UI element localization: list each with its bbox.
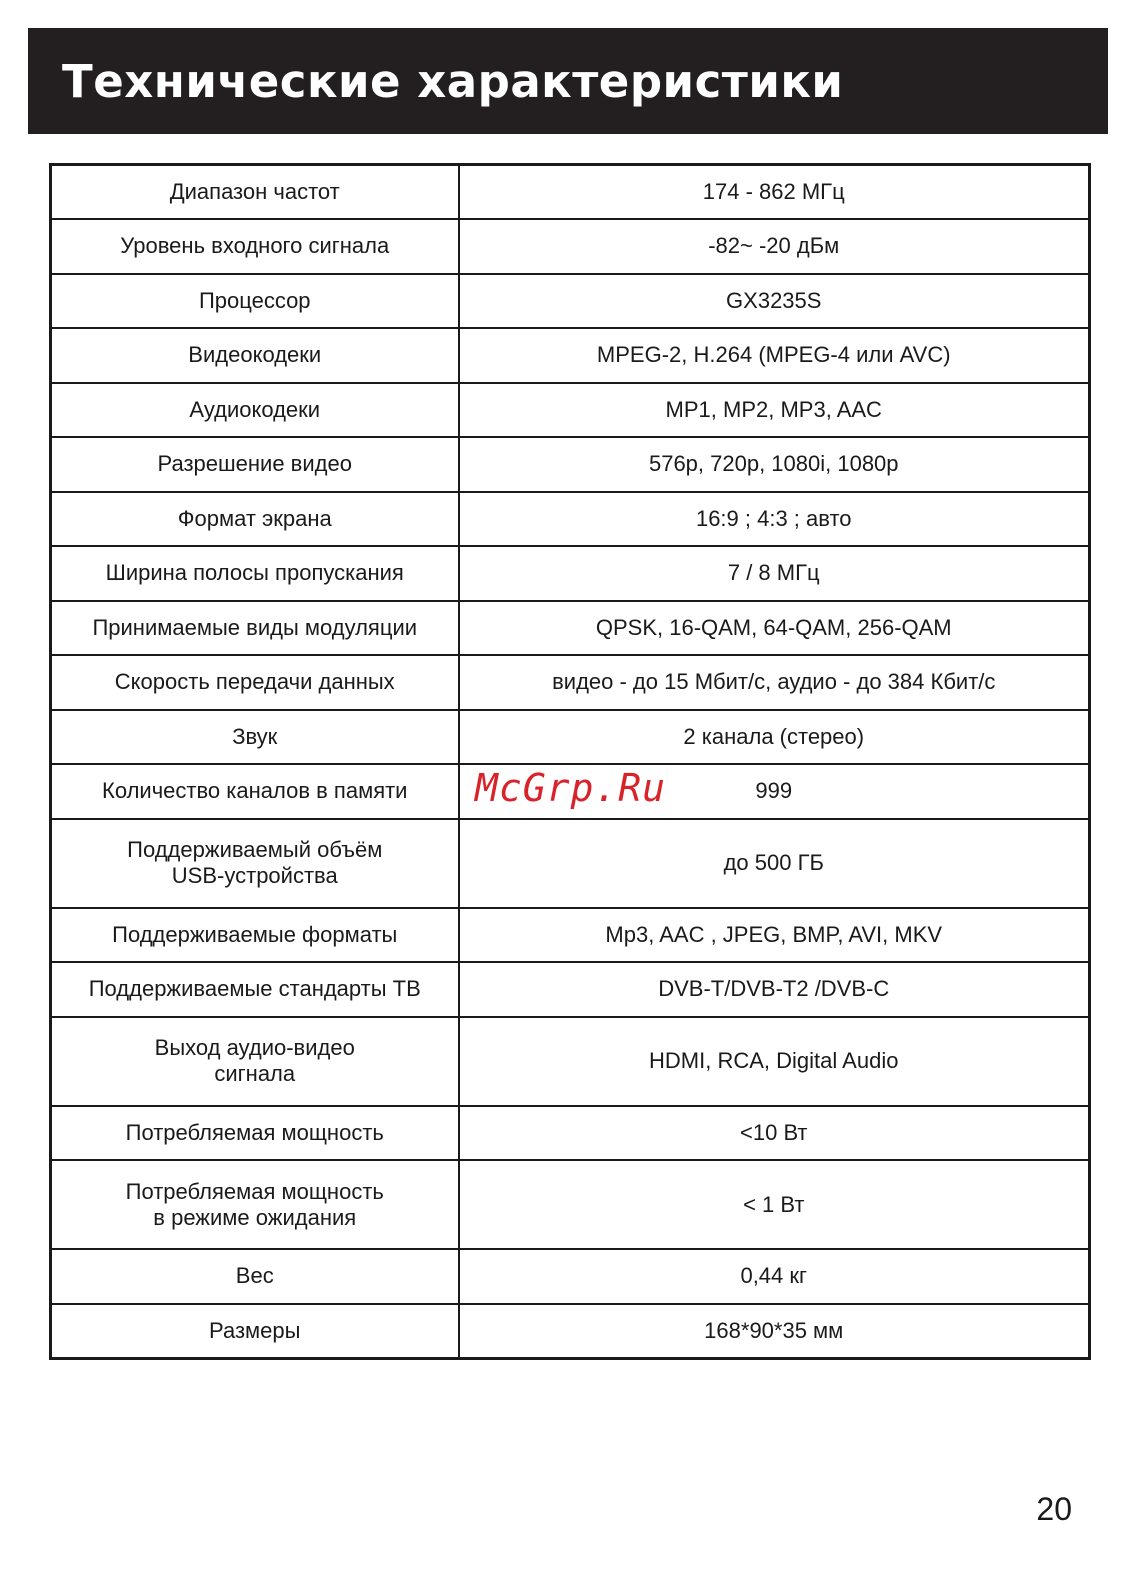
table-row	[51, 908, 1090, 963]
table-row	[51, 328, 1090, 383]
spec-param-line: Выход аудио-видео	[154, 1035, 355, 1060]
page-number: 20	[1036, 1491, 1072, 1527]
table-row	[51, 492, 1090, 547]
spec-table	[49, 163, 1091, 1360]
spec-param	[51, 1160, 459, 1249]
table-row	[51, 655, 1090, 710]
page-title: Технические характеристики	[62, 54, 844, 108]
spec-value: DVB-T/DVB-T2 /DVB-C	[459, 962, 1090, 1017]
table-row	[51, 1017, 1090, 1106]
spec-value: HDMI, RCA, Digital Audio	[459, 1017, 1090, 1106]
table-row	[51, 601, 1090, 656]
spec-param-line: в режиме ожидания	[153, 1204, 357, 1230]
table-row	[51, 165, 1090, 220]
table-row	[51, 819, 1090, 908]
spec-param-line: USB-устройства	[171, 863, 338, 888]
table-row	[51, 710, 1090, 765]
spec-value: 168*90*35 мм	[459, 1304, 1090, 1359]
spec-value: 999	[459, 764, 1090, 819]
spec-value: Mp3, AAC , JPEG, BMP, AVI, MKV	[459, 908, 1090, 963]
spec-param-line: сигнала	[214, 1061, 296, 1086]
table-row	[51, 1160, 1090, 1249]
table-row	[51, 1106, 1090, 1161]
table-row	[51, 1304, 1090, 1359]
spec-param: Поддерживаемые стандарты ТВ	[51, 962, 459, 1017]
spec-param: Уровень входного сигнала	[51, 219, 459, 274]
spec-param: Принимаемые виды модуляции	[51, 601, 459, 656]
table-row	[51, 546, 1090, 601]
spec-value: <10 Вт	[459, 1106, 1090, 1161]
spec-param: Количество каналов в памяти	[51, 764, 459, 819]
spec-param: Размеры	[51, 1304, 459, 1359]
spec-param: Потребляемая мощность	[51, 1106, 459, 1161]
spec-param: Звук	[51, 710, 459, 765]
table-row	[51, 219, 1090, 274]
watermark: McGrp.Ru	[475, 766, 667, 810]
spec-param: Диапазон частот	[51, 165, 459, 220]
spec-param: Формат экрана	[51, 492, 459, 547]
spec-value: -82~ -20 дБм	[459, 219, 1090, 274]
table-row	[51, 962, 1090, 1017]
spec-param: Вес	[51, 1249, 459, 1304]
spec-value: до 500 ГБ	[459, 819, 1090, 908]
spec-value: MP1, MP2, MP3, AAC	[459, 383, 1090, 438]
spec-value: 0,44 кг	[459, 1249, 1090, 1304]
spec-param: Разрешение видео	[51, 437, 459, 492]
spec-param: Ширина полосы пропускания	[51, 546, 459, 601]
spec-param-line: Поддерживаемый объём	[127, 837, 383, 862]
spec-param	[51, 819, 459, 908]
spec-value: видео - до 15 Мбит/с, аудио - до 384 Кбит/с	[459, 655, 1090, 710]
table-row	[51, 764, 1090, 819]
spec-param: Поддерживаемые форматы	[51, 908, 459, 963]
spec-value: 16:9 ; 4:3 ; авто	[459, 492, 1090, 547]
table-row	[51, 274, 1090, 329]
spec-param: Процессор	[51, 274, 459, 329]
spec-param: Аудиокодеки	[51, 383, 459, 438]
spec-value: MPEG-2, H.264 (MPEG-4 или AVC)	[459, 328, 1090, 383]
table-row	[51, 383, 1090, 438]
spec-value: GX3235S	[459, 274, 1090, 329]
spec-value: 2 канала (стерео)	[459, 710, 1090, 765]
header-bar	[28, 28, 1108, 134]
spec-param: Видеокодеки	[51, 328, 459, 383]
table-row	[51, 437, 1090, 492]
spec-value: 576p, 720p, 1080i, 1080p	[459, 437, 1090, 492]
spec-param: Скорость передачи данных	[51, 655, 459, 710]
spec-param-line: Потребляемая мощность	[125, 1178, 384, 1204]
spec-value: < 1 Вт	[459, 1160, 1090, 1249]
spec-value: QPSK, 16-QAM, 64-QAM, 256-QAM	[459, 601, 1090, 656]
spec-value: 7 / 8 МГц	[459, 546, 1090, 601]
spec-value: 174 - 862 МГц	[459, 165, 1090, 220]
table-row	[51, 1249, 1090, 1304]
spec-param	[51, 1017, 459, 1106]
